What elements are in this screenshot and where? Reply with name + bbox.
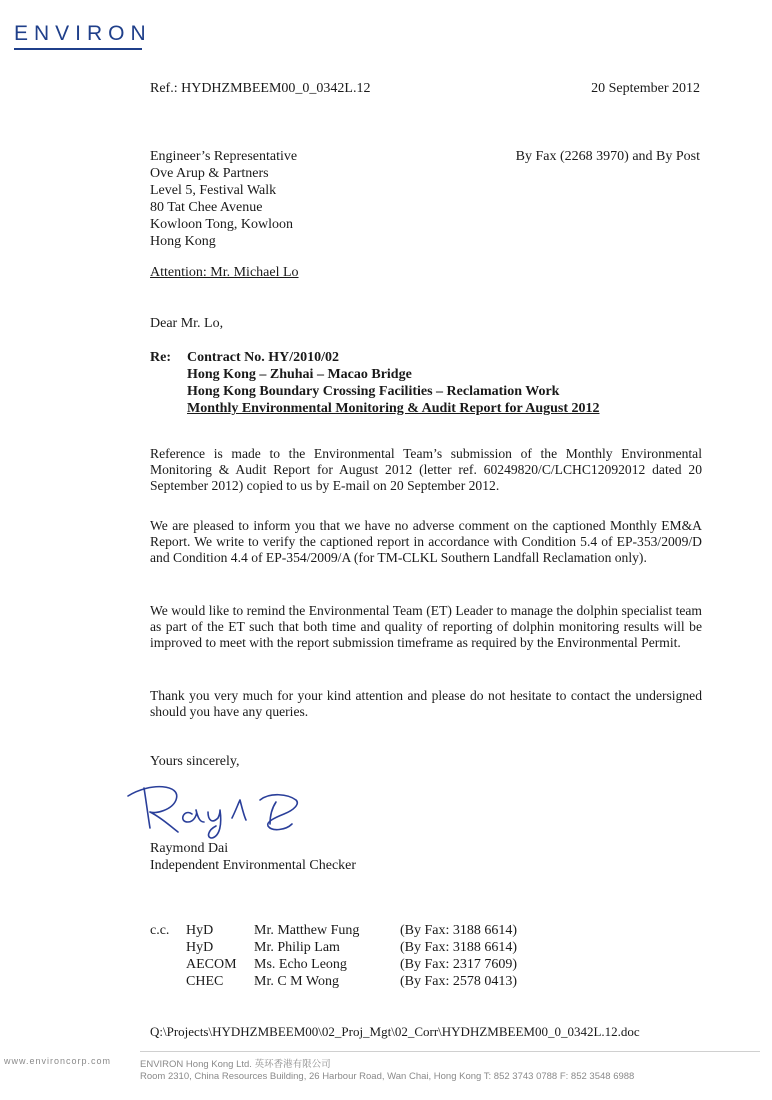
subject-line: Contract No. HY/2010/02 <box>187 350 340 365</box>
footer-website[interactable]: www.environcorp.com <box>4 1056 112 1066</box>
letter-date: 20 September 2012 <box>591 81 700 96</box>
cc-fax: (By Fax: 3188 6614) <box>400 922 518 938</box>
body-paragraph-4: Thank you very much for your kind attention and please do not hesitate to contact the undersigned should you have any queries. <box>150 688 702 719</box>
address-line: Hong Kong <box>150 234 216 249</box>
signatory-name: Raymond Dai <box>150 841 229 856</box>
cc-person: Ms. Echo Leong <box>254 956 347 972</box>
logo-underline <box>14 48 142 50</box>
subject-line: Hong Kong Boundary Crossing Facilities – Reclamation Work <box>187 384 560 399</box>
footer-divider <box>140 1051 760 1052</box>
cc-label: c.c. <box>150 922 170 938</box>
environ-logo: ENVIRON <box>14 22 152 45</box>
cc-row <box>150 939 517 956</box>
subject-prefix: Re: <box>150 350 171 365</box>
recipient-address <box>150 148 297 250</box>
reference-number: Ref.: HYDHZMBEEM00_0_0342L.12 <box>150 81 371 96</box>
signatory-title: Independent Environmental Checker <box>150 858 357 873</box>
cc-list <box>150 922 517 990</box>
file-path: Q:\Projects\HYDHZMBEEM00\02_Proj_Mgt\02_Corr\HYDHZMBEEM00_0_0342L.12.doc <box>150 1024 640 1039</box>
subject-line: Hong Kong – Zhuhai – Macao Bridge <box>187 367 412 382</box>
address-line: Ove Arup & Partners <box>150 166 269 181</box>
body-paragraph-3: We would like to remind the Environmental Team (ET) Leader to manage the dolphin specialist team as part of the ET such that both time and quality of reporting of dolphin monitoring results will be improved to meet with the report submission timeframe as required by the Environmental Permit. <box>150 603 702 650</box>
cc-fax: (By Fax: 3188 6614) <box>400 939 518 955</box>
salutation: Dear Mr. Lo, <box>150 316 224 331</box>
cc-row <box>150 973 517 990</box>
body-paragraph-2: We are pleased to inform you that we have no adverse comment on the captioned Monthly EM&A Report. We write to verify the captioned report in accordance with Condition 5.4 of EP-353/2009/D and Condition 4.4 of EP-354/2009/A (for TM-CLKL Southern Landfall Reclamation only). <box>150 518 702 565</box>
cc-org: CHEC <box>186 973 224 989</box>
cc-person: Mr. Philip Lam <box>254 939 340 955</box>
cc-person: Mr. C M Wong <box>254 973 339 989</box>
attention-line: Attention: Mr. Michael Lo <box>150 265 299 280</box>
cc-table <box>150 922 517 990</box>
closing: Yours sincerely, <box>150 754 240 769</box>
address-line: Kowloon Tong, Kowloon <box>150 217 294 232</box>
cc-row <box>150 922 517 939</box>
cc-fax: (By Fax: 2578 0413) <box>400 973 518 989</box>
cc-person: Mr. Matthew Fung <box>254 922 360 938</box>
body-paragraph-1: Reference is made to the Environmental Team’s submission of the Monthly Environmental Monitoring & Audit Report for August 2012 (letter ref. 60249820/C/LCHC12092012 dated 20 September 2012) copied to us by E-mail on 20 September 2012. <box>150 446 702 493</box>
cc-fax: (By Fax: 2317 7609) <box>400 956 518 972</box>
delivery-method: By Fax (2268 3970) and By Post <box>515 149 700 164</box>
address-line: 80 Tat Chee Avenue <box>150 200 263 215</box>
footer-address: Room 2310, China Resources Building, 26 Harbour Road, Wan Chai, Hong Kong T: 852 3743 0788 F: 852 3548 6988 <box>140 1071 635 1082</box>
subject-block <box>187 349 600 417</box>
cc-org: HyD <box>186 922 214 938</box>
address-line: Engineer’s Representative <box>150 149 298 164</box>
cc-row <box>150 956 517 973</box>
subject-line-report-title: Monthly Environmental Monitoring & Audit Report for August 2012 <box>187 401 600 416</box>
handwritten-signature <box>120 778 310 840</box>
address-line: Level 5, Festival Walk <box>150 183 277 198</box>
footer-company: ENVIRON Hong Kong Ltd. 英环香港有限公司 <box>140 1059 331 1070</box>
cc-org: AECOM <box>186 956 237 972</box>
cc-org: HyD <box>186 939 214 955</box>
